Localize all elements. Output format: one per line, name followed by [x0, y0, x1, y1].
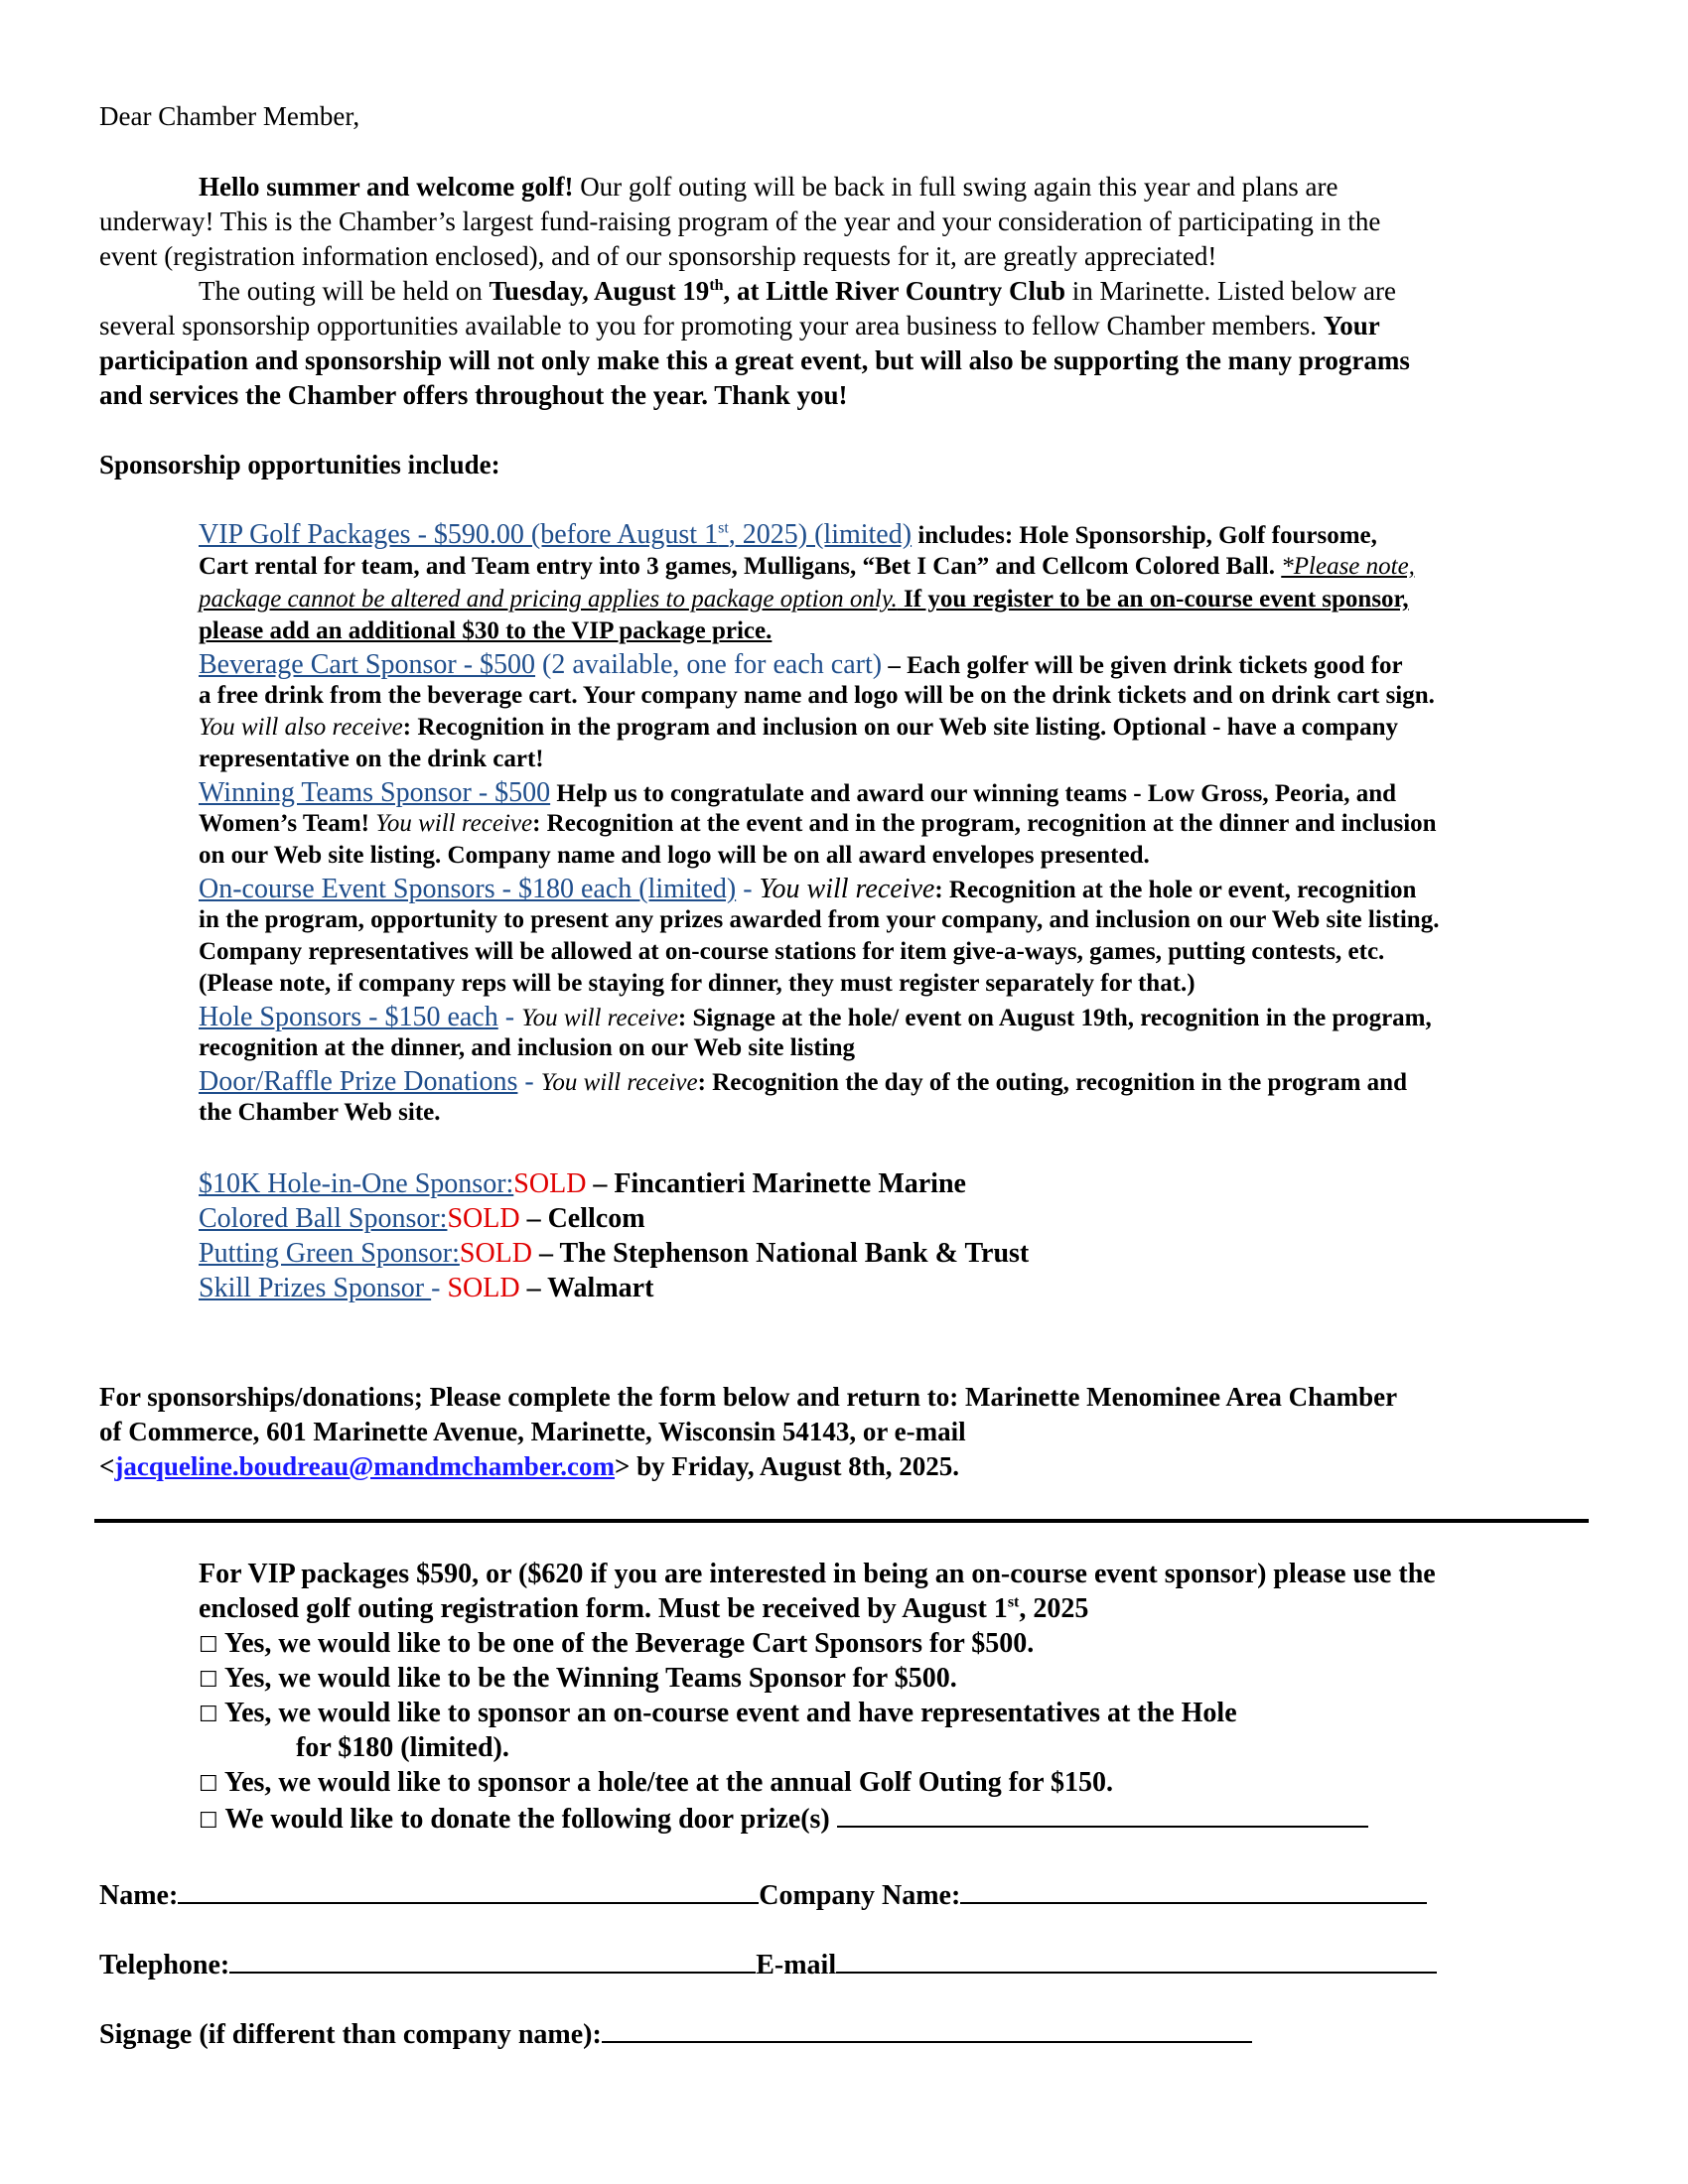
- sold-item-colored-ball: Colored Ball Sponsor:SOLD – Cellcom: [199, 1203, 645, 1234]
- opportunities-heading: Sponsorship opportunities include:: [99, 450, 500, 479]
- event-line-2: several sponsorship opportunities available to you for promoting your area business to fellow Chamber members. Your: [99, 311, 1380, 341]
- sold-item-skill-prizes: Skill Prizes Sponsor - SOLD – Walmart: [199, 1273, 654, 1303]
- oncourse-line-2: in the program, opportunity to present any prizes awarded from your company, and inclusion on our Web site listing.: [199, 906, 1440, 933]
- beverage-line-3: You will also receive: Recognition in the program and inclusion on our Web site listing. Optional - have a company: [199, 714, 1398, 741]
- name-label: Name:: [99, 1880, 179, 1911]
- hole-line-1: Hole Sponsors - $150 each - You will receive: Signage at the hole/ event on August 19th, recognition in the program,: [199, 1002, 1432, 1032]
- telephone-field[interactable]: [229, 1946, 756, 1974]
- intro-bold: Hello summer and welcome golf!: [199, 172, 574, 202]
- checkbox-beverage[interactable]: ☐: [199, 1633, 218, 1658]
- option-oncourse-event: ☐ Yes, we would like to sponsor an on-course event and have representatives at the Hole: [199, 1696, 1237, 1732]
- oncourse-line-3: Company representatives will be allowed at on-course stations for item give-a-ways, games, putting contests, etc.: [199, 938, 1385, 965]
- option-beverage-cart: ☐ Yes, we would like to be one of the Beverage Cart Sponsors for $500.: [199, 1626, 1034, 1663]
- beverage-line-2: a free drink from the beverage cart. Your company name and logo will be on the drink tickets and on drink cart sign.: [199, 682, 1435, 709]
- hole-line-2: recognition at the dinner, and inclusion on our Web site listing: [199, 1034, 856, 1061]
- sold-item-hole-in-one: $10K Hole-in-One Sponsor:SOLD – Fincantieri Marinette Marine: [199, 1168, 966, 1199]
- option-door-prize: ☐ We would like to donate the following door prize(s): [199, 1800, 1368, 1839]
- checkbox-winning[interactable]: ☐: [199, 1668, 218, 1693]
- intro-line-2: underway! This is the Chamber’s largest fund-raising program of the year and your consideration of participating in the: [99, 206, 1381, 236]
- vip-line-3: package cannot be altered and pricing applies to package option only. If you register to be an on-course event sponsor,: [199, 586, 1409, 613]
- telephone-row: [99, 1946, 1437, 1982]
- vip-line-4: please add an additional $30 to the VIP package price.: [199, 617, 773, 644]
- signage-label: Signage (if different than company name):: [99, 2019, 602, 2050]
- event-line-1: The outing will be held on Tuesday, August 19th, at Little River Country Club in Marinette. Listed below are: [199, 276, 1396, 306]
- form-vip-line-2: enclosed golf outing registration form. Must be received by August 1st, 2025: [199, 1593, 1089, 1624]
- beverage-line-1: Beverage Cart Sponsor - $500 (2 available, one for each cart) – Each golfer will be given drink tickets good for: [199, 649, 1403, 680]
- door-line-1: Door/Raffle Prize Donations - You will receive: Recognition the day of the outing, recognition in the program and: [199, 1066, 1407, 1097]
- winning-line-2: Women’s Team! You will receive: Recognition at the event and in the program, recognition at the dinner and inclusion: [199, 810, 1437, 837]
- oncourse-line-1: On-course Event Sponsors - $180 each (limited) - You will receive: Recognition at the hole or event, recognition: [199, 874, 1417, 904]
- checkbox-hole[interactable]: ☐: [199, 1772, 218, 1797]
- signage-row: [99, 2015, 1252, 2052]
- vip-line-1: VIP Golf Packages - $590.00 (before August 1st, 2025) (limited) includes: Hole Sponsorship, Golf foursome,: [199, 519, 1377, 550]
- email-label: E-mail: [756, 1950, 837, 1980]
- company-label: Company Name:: [759, 1880, 961, 1911]
- checkbox-oncourse[interactable]: ☐: [199, 1703, 218, 1727]
- intro-line-1: Hello summer and welcome golf! Our golf outing will be back in full swing again this year and plans are: [199, 172, 1338, 202]
- email-field[interactable]: [836, 1946, 1437, 1974]
- salutation: Dear Chamber Member,: [99, 101, 360, 131]
- event-line-4: and services the Chamber offers throughout the year. Thank you!: [99, 380, 848, 410]
- return-line-2: of Commerce, 601 Marinette Avenue, Marinette, Wisconsin 54143, or e-mail: [99, 1417, 966, 1446]
- event-line-3: participation and sponsorship will not only make this a great event, but will also be supporting the many programs: [99, 345, 1410, 375]
- return-line-3: <jacqueline.boudreau@mandmchamber.com> by Friday, August 8th, 2025.: [99, 1451, 959, 1481]
- company-field[interactable]: [960, 1876, 1427, 1904]
- door-title: Door/Raffle Prize Donations: [199, 1066, 518, 1097]
- beverage-title: Beverage Cart Sponsor - $500: [199, 649, 536, 680]
- form-vip-line-1: For VIP packages $590, or ($620 if you are interested in being an on-course event sponsor) please use the: [199, 1559, 1436, 1589]
- winning-title: Winning Teams Sponsor - $500: [199, 777, 551, 808]
- name-row: [99, 1876, 1427, 1913]
- option-hole-tee: ☐ Yes, we would like to sponsor a hole/tee at the annual Golf Outing for $150.: [199, 1765, 1113, 1802]
- name-field[interactable]: [178, 1876, 759, 1904]
- signage-field[interactable]: [602, 2015, 1252, 2043]
- option-winning-teams: ☐ Yes, we would like to be the Winning Teams Sponsor for $500.: [199, 1661, 957, 1698]
- winning-line-3: on our Web site listing. Company name and logo will be on all award envelopes presented.: [199, 842, 1150, 869]
- vip-line-2: Cart rental for team, and Team entry into 3 games, Mulligans, “Bet I Can” and Cellcom Colored Ball. *Please note,: [199, 553, 1415, 580]
- intro-line-3: event (registration information enclosed), and of our sponsorship requests for it, are greatly appreciated!: [99, 241, 1217, 271]
- chamber-email-link[interactable]: jacqueline.boudreau@mandmchamber.com: [114, 1451, 616, 1481]
- beverage-line-4: representative on the drink cart!: [199, 746, 544, 772]
- hole-title: Hole Sponsors - $150 each: [199, 1002, 498, 1032]
- return-line-1: For sponsorships/donations; Please complete the form below and return to: Marinette Menominee Area Chamber: [99, 1382, 1398, 1412]
- form-divider: [94, 1519, 1589, 1523]
- oncourse-title: On-course Event Sponsors - $180 each (limited): [199, 874, 737, 904]
- vip-title: VIP Golf Packages - $590.00 (before August 1st, 2025) (limited): [199, 519, 913, 550]
- telephone-label: Telephone:: [99, 1950, 230, 1980]
- door-line-2: the Chamber Web site.: [199, 1099, 441, 1126]
- door-prize-field[interactable]: [837, 1800, 1368, 1828]
- oncourse-line-4: (Please note, if company reps will be staying for dinner, they must register separately for that.): [199, 970, 1196, 997]
- option-oncourse-cont: for $180 (limited).: [296, 1732, 509, 1763]
- event-date: Tuesday, August 19th, at Little River Country Club: [489, 276, 1066, 306]
- sold-item-putting-green: Putting Green Sponsor:SOLD – The Stephenson National Bank & Trust: [199, 1238, 1030, 1269]
- winning-line-1: Winning Teams Sponsor - $500 Help us to congratulate and award our winning teams - Low Gross, Peoria, and: [199, 777, 1397, 808]
- checkbox-door-prize[interactable]: ☐: [199, 1809, 218, 1834]
